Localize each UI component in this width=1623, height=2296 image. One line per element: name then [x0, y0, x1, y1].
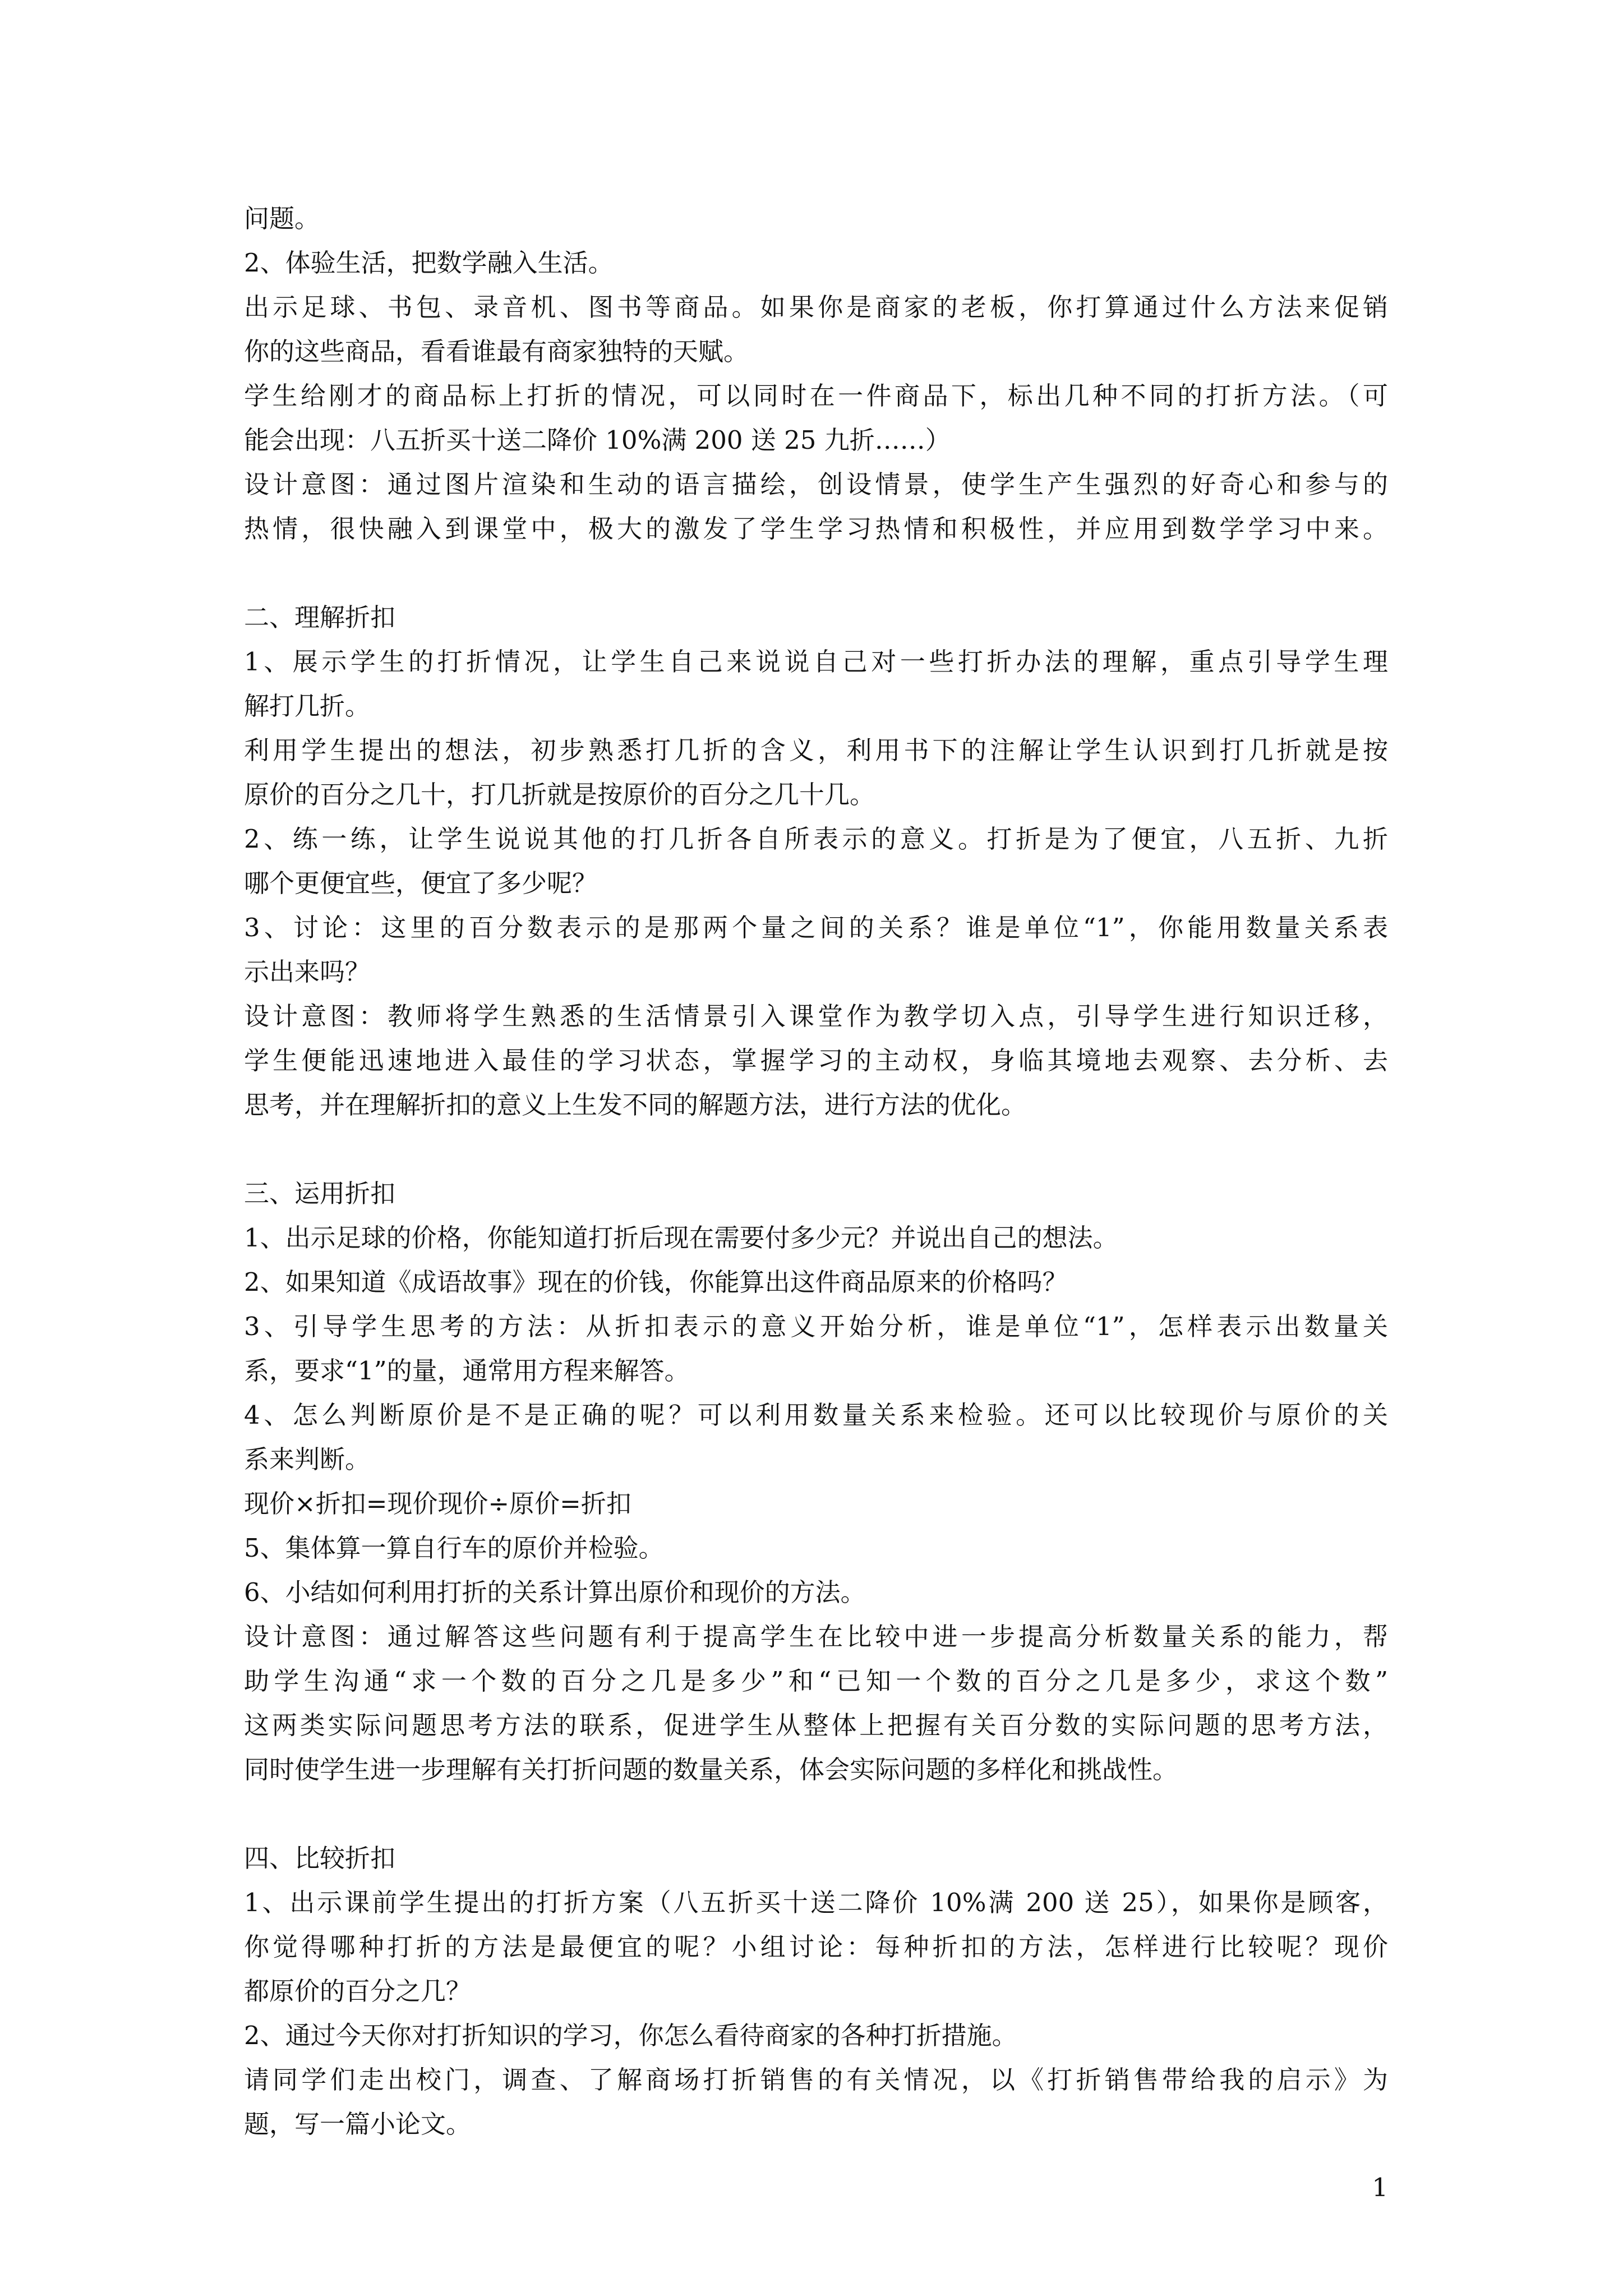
text-line: 4、怎么判断原价是不是正确的呢？可以利用数量关系来检验。还可以比较现价与原价的关: [244, 1400, 1388, 1430]
section-heading: 二、理解折扣: [244, 602, 396, 632]
text-line: 1、出示课前学生提出的打折方案（八五折买十送二降价 10%满 200 送 25），如果你是顾客，: [244, 1888, 1388, 1917]
text-line: 1、出示足球的价格，你能知道打折后现在需要付多少元？并说出自己的想法。: [244, 1223, 1118, 1253]
text-line: 题，写一篇小论文。: [244, 2109, 472, 2139]
text-line: 哪个更便宜些，便宜了多少呢？: [244, 868, 598, 898]
paragraph-gap: [244, 551, 1388, 595]
text-line: 5、集体算一算自行车的原价并检验。: [244, 1533, 664, 1563]
paragraph-gap: [244, 1127, 1388, 1171]
text-line: 你的这些商品，看看谁最有商家独特的天赋。: [244, 337, 749, 366]
text-line: 2、通过今天你对打折知识的学习，你怎么看待商家的各种打折措施。: [244, 2021, 1017, 2050]
text-line: 热情，很快融入到课堂中，极大的激发了学生学习热情和积极性，并应用到数学学习中来。: [244, 514, 1388, 544]
paragraph-gap: [244, 1792, 1388, 1836]
text-line: 都原价的百分之几？: [244, 1976, 472, 2006]
text-line: 学生便能迅速地进入最佳的学习状态，掌握学习的主动权，身临其境地去观察、去分析、去: [244, 1046, 1388, 1075]
document-body: [244, 196, 1388, 2146]
text-line: 这两类实际问题思考方法的联系，促进学生从整体上把握有关百分数的实际问题的思考方法，: [244, 1710, 1388, 1740]
text-line: 你觉得哪种打折的方法是最便宜的呢？小组讨论：每种折扣的方法，怎样进行比较呢？现价: [244, 1932, 1388, 1962]
text-line: 请同学们走出校门，调查、了解商场打折销售的有关情况，以《打折销售带给我的启示》为: [244, 2065, 1388, 2095]
text-line: 解打几折。: [244, 691, 371, 721]
text-line: 示出来吗？: [244, 957, 371, 987]
text-line: 设计意图：通过解答这些问题有利于提高学生在比较中进一步提高分析数量关系的能力，帮: [244, 1622, 1388, 1651]
text-line: 6、小结如何利用打折的关系计算出原价和现价的方法。: [244, 1577, 866, 1607]
text-line: 利用学生提出的想法，初步熟悉打几折的含义，利用书下的注解让学生认识到打几折就是按: [244, 735, 1388, 765]
text-line: 问题。: [244, 204, 320, 233]
page-number: 1: [1372, 2173, 1388, 2202]
text-line: 助学生沟通“求一个数的百分之几是多少”和“已知一个数的百分之几是多少，求这个数”: [244, 1666, 1388, 1696]
text-line: 1、展示学生的打折情况，让学生自己来说说自己对一些打折办法的理解，重点引导学生理: [244, 647, 1388, 677]
text-line: 同时使学生进一步理解有关打折问题的数量关系，体会实际问题的多样化和挑战性。: [244, 1755, 1178, 1784]
text-line: 2、体验生活，把数学融入生活。: [244, 248, 614, 278]
section-heading: 四、比较折扣: [244, 1843, 396, 1873]
formula-line: 现价×折扣=现价现价÷原价=折扣: [244, 1489, 631, 1519]
text-line: 设计意图：教师将学生熟悉的生活情景引入课堂作为教学切入点，引导学生进行知识迁移，: [244, 1001, 1388, 1031]
text-line: 3、讨论：这里的百分数表示的是那两个量之间的关系？谁是单位“1”，你能用数量关系表: [244, 913, 1388, 942]
text-line: 系，要求“1”的量，通常用方程来解答。: [244, 1356, 690, 1386]
text-line: 原价的百分之几十，打几折就是按原价的百分之几十几。: [244, 780, 875, 809]
text-line: 能会出现：八五折买十送二降价 10%满 200 送 25 九折……）: [244, 425, 951, 455]
text-line: 思考，并在理解折扣的意义上生发不同的解题方法，进行方法的优化。: [244, 1090, 1027, 1120]
text-line: 系来判断。: [244, 1444, 371, 1474]
section-heading: 三、运用折扣: [244, 1179, 396, 1208]
text-line: 出示足球、书包、录音机、图书等商品。如果你是商家的老板，你打算通过什么方法来促销: [244, 292, 1388, 322]
text-line: 3、引导学生思考的方法：从折扣表示的意义开始分析，谁是单位“1”，怎样表示出数量关: [244, 1312, 1388, 1341]
text-line: 2、练一练，让学生说说其他的打几折各自所表示的意义。打折是为了便宜，八五折、九折: [244, 824, 1388, 854]
text-line: 2、如果知道《成语故事》现在的价钱，你能算出这件商品原来的价格吗？: [244, 1267, 1068, 1297]
text-line: 学生给刚才的商品标上打折的情况，可以同时在一件商品下，标出几种不同的打折方法。（可: [244, 381, 1388, 411]
text-line: 设计意图：通过图片渲染和生动的语言描绘，创设情景，使学生产生强烈的好奇心和参与的: [244, 470, 1388, 499]
